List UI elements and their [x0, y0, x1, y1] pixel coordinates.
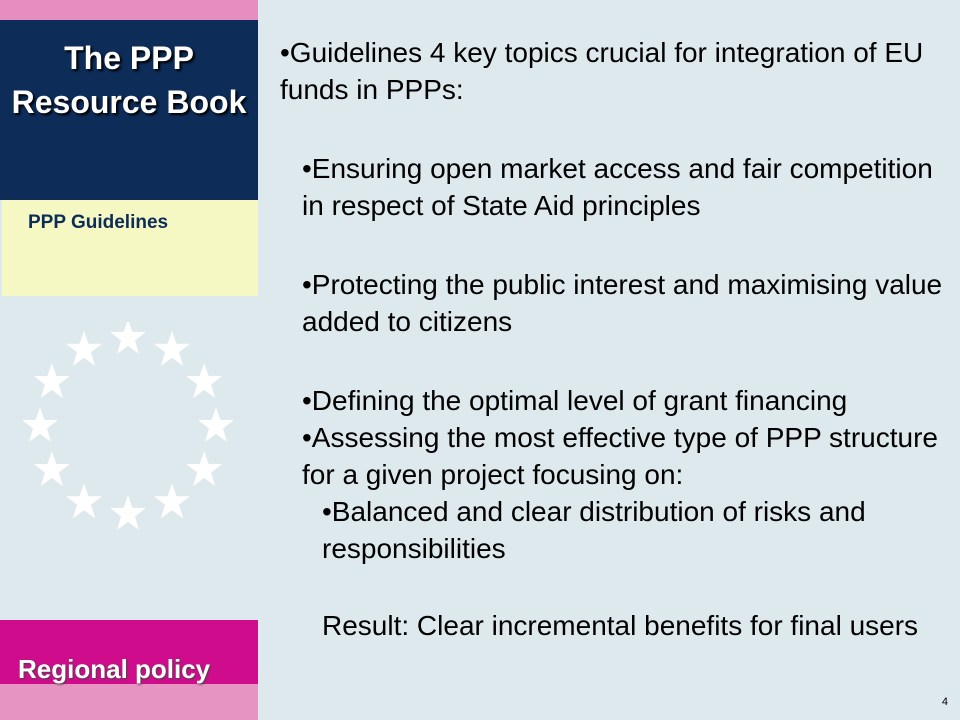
star-icon	[66, 331, 102, 366]
bullet-grant-financing: •Defining the optimal level of grant financing	[302, 385, 848, 416]
star-icon	[34, 363, 70, 398]
regional-policy-footer	[0, 620, 258, 720]
top-accent-strip	[0, 0, 258, 20]
star-icon	[186, 363, 222, 398]
star-icon	[198, 407, 234, 442]
regional-policy-label: Regional policy	[18, 654, 211, 684]
star-icon	[110, 322, 146, 354]
bullet-ppp-structure: •Assessing the most effective type of PPP structure for a given project focusing on:	[302, 422, 938, 490]
sidebar	[0, 0, 258, 720]
star-icon	[34, 451, 70, 486]
star-icon	[154, 331, 190, 366]
footer-pink-band	[0, 684, 258, 720]
star-icon	[154, 483, 190, 518]
bullet-public-interest: •Protecting the public interest and maximising value added to citizens	[302, 269, 943, 337]
intro-bullet: •Guidelines 4 key topics crucial for integration of EU funds in PPPs:	[280, 37, 924, 105]
star-icon	[110, 495, 146, 530]
eu-stars-icon	[10, 322, 246, 534]
page-number: 4	[941, 696, 948, 708]
subtitle-box	[2, 200, 258, 296]
sub-bullet-risks: •Balanced and clear distribution of risks and responsibilities	[322, 496, 866, 564]
result-text: Result: Clear incremental benefits for final users	[322, 610, 919, 641]
section-subtitle: PPP Guidelines	[28, 212, 169, 233]
slide-content	[280, 34, 950, 644]
resource-book-title: The PPP Resource Book	[11, 40, 247, 120]
star-icon	[22, 407, 58, 442]
star-icon	[66, 483, 102, 518]
star-icon	[186, 451, 222, 486]
bullet-open-market: •Ensuring open market access and fair competition in respect of State Aid principles	[302, 153, 933, 221]
title-box	[0, 20, 258, 200]
